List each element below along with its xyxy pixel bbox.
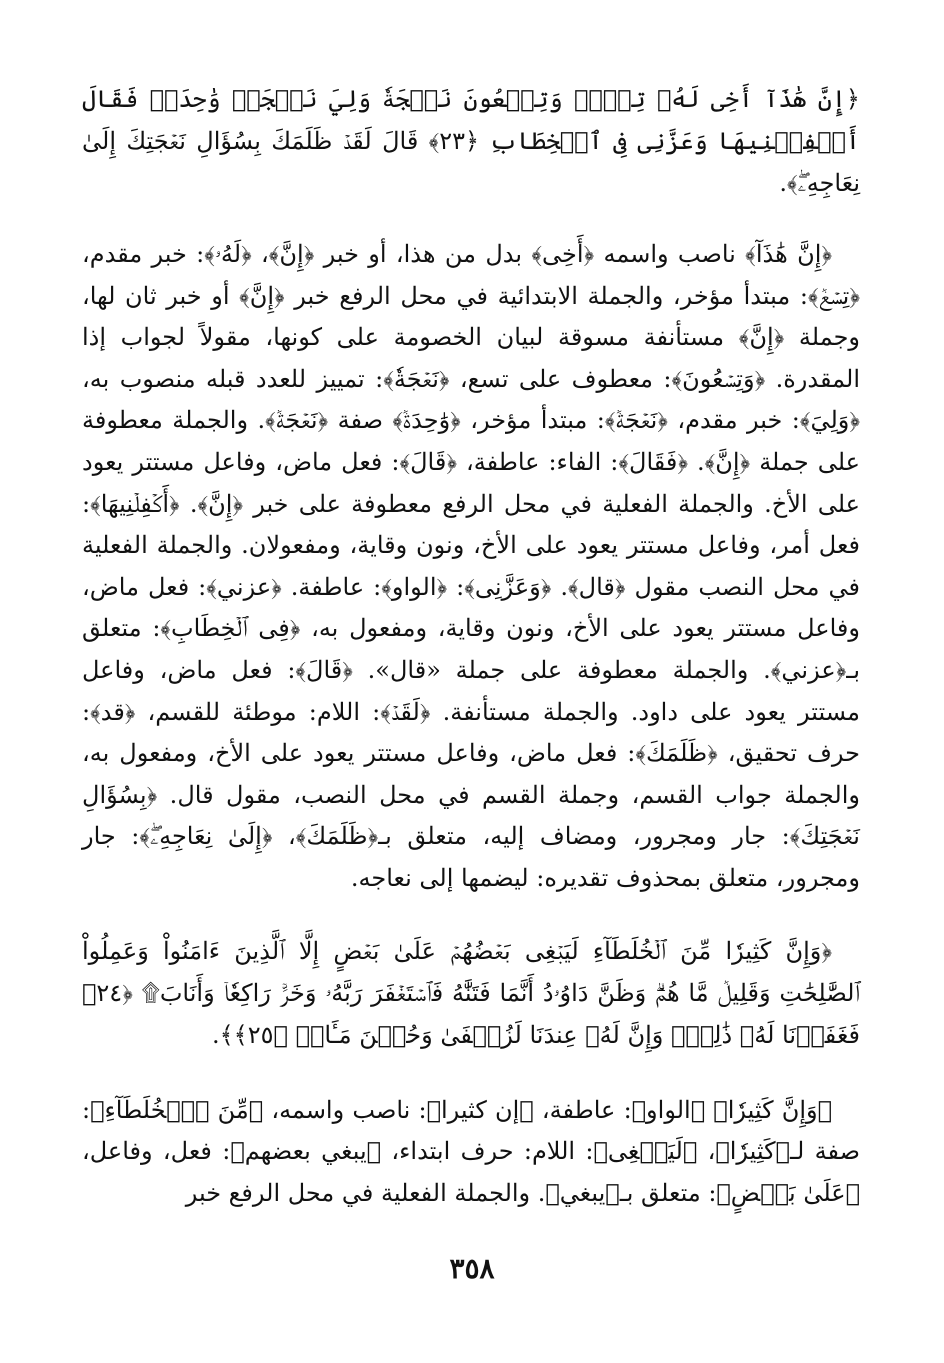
quran-verse-23-24: ﴿إِنَّ هَٰذَآ أَخِى لَهُۥ تِسۡعٞ وَتِسۡعُونَ نَعۡجَةٗ وَلِيَ نَعۡجَةٞ وَٰحِدَةٞ فَقَالَ أَكۡفِلۡنِيهَا وَعَزَّنِى فِى ٱلۡخِطَابِ ﴿٢٣﴾ قَالَ لَقَدۡ ظَلَمَكَ بِسُؤَالِ نَعۡجَتِكَ إِلَىٰ نِعَاجِهِۦۖ﴾. [82,85,860,197]
grammatical-analysis-2: ﴿وَإِنَّ كَثِيرٗا﴾ ﴿الواو﴾: عاطفة، ﴿إن كثيرا﴾: ناصب واسمه، ﴿مِّنَ ٱلۡخُلَطَآءِ﴾: صفة لـ﴿كَثِيرٗا﴾، ﴿لَيَبۡغِى﴾: اللام: حرف ابتداء، ﴿يبغي بعضهم﴾: فعل، وفاعل، ﴿عَلَىٰ بَعۡضٍ﴾: متعلق بـ﴿يبغي﴾. والجملة الفعلية في محل الرفع خبر [82,1095,860,1207]
page-number: ٣٥٨ [449,1252,495,1285]
page-content [82,78,860,1214]
grammatical-analysis-1: ﴿إِنَّ هَٰذَآ﴾ ناصب واسمه ﴿أَخِى﴾ بدل من هذا، أو خبر ﴿إِنَّ﴾، ﴿لَهُۥ﴾: خبر مقدم، ﴿تِسۡعٞ﴾: مبتدأ مؤخر، والجملة الابتدائية في محل الرفع خبر ﴿إِنَّ﴾ أو خبر ثان لها، وجملة ﴿إِنَّ﴾ مستأنفة مسوقة لبيان الخصومة على كونها، مقولاً لجواب إذا المقدرة. ﴿وَتِسۡعُونَ﴾: معطوف على تسع، ﴿نَعۡجَةٗ﴾: تمييز للعدد قبله منصوب به، ﴿وَلِيَ﴾: خبر مقدم، ﴿نَعۡجَةٞ﴾: مبتدأ مؤخر، ﴿وَٰحِدَةٞ﴾ صفة ﴿نَعۡجَةٞ﴾. والجملة معطوفة على جملة ﴿إِنَّ﴾. ﴿فَقَالَ﴾: الفاء: عاطفة، ﴿قَالَ﴾: فعل ماض، وفاعل مستتر يعود على الأخ. والجملة الفعلية في محل الرفع معطوفة على خبر ﴿إِنَّ﴾. ﴿أَكۡفِلۡنِيهَا﴾: فعل أمر، وفاعل مستتر يعود على الأخ، ونون وقاية، ومفعولان. والجملة الفعلية في محل النصب مقول ﴿قال﴾. ﴿وَعَزَّنِى﴾: ﴿الواو﴾: عاطفة. ﴿عزني﴾: فعل ماض، وفاعل مستتر يعود على الأخ، ونون وقاية، ومفعول به، ﴿فِى ٱلۡخِطَابِ﴾: متعلق بـ﴿عزني﴾. والجملة معطوفة على جملة «قال». ﴿قَالَ﴾: فعل ماض، وفاعل مستتر يعود على داود. والجملة مستأنفة. ﴿لَقَدۡ﴾: اللام: موطئة للقسم، ﴿قد﴾: حرف تحقيق، ﴿ظَلَمَكَ﴾: فعل ماض، وفاعل مستتر يعود على الأخ، ومفعول به، والجملة جواب القسم، وجملة القسم في محل النصب، مقول قال. ﴿بِسُؤَالِ نَعۡجَتِكَ﴾: جار ومجرور، ومضاف إليه، متعلق بـ﴿ظَلَمَكَ﴾، ﴿إِلَىٰ نِعَاجِهِۦۖ﴾: جار ومجرور، متعلق بمحذوف تقديره: ليضمها إلى نعاجه. [82,240,860,892]
quran-verse-24-25: ﴿وَإِنَّ كَثِيرٗا مِّنَ ٱلۡخُلَطَآءِ لَيَبۡغِى بَعۡضُهُمۡ عَلَىٰ بَعۡضٍ إِلَّا ٱلَّذِينَ ءَامَنُواْ وَعَمِلُواْ ٱلصَّٰلِحَٰتِ وَقَلِيلٞ مَّا هُمۡۗ وَظَنَّ دَاوُۥدُ أَنَّمَا فَتَنَّٰهُ فَٱسۡتَغۡفَرَ رَبَّهُۥ وَخَرَّۤ رَاكِعٗاۤ وَأَنَابَ۩ ﴿٢٤﴾ فَغَفَرۡنَا لَهُۥ ذَٰلِكَۖ وَإِنَّ لَهُۥ عِندَنَا لَزُلۡفَىٰ وَحُسۡنَ مَـَٔابٖ ﴿٢٥﴾﴾. [82,936,860,1049]
